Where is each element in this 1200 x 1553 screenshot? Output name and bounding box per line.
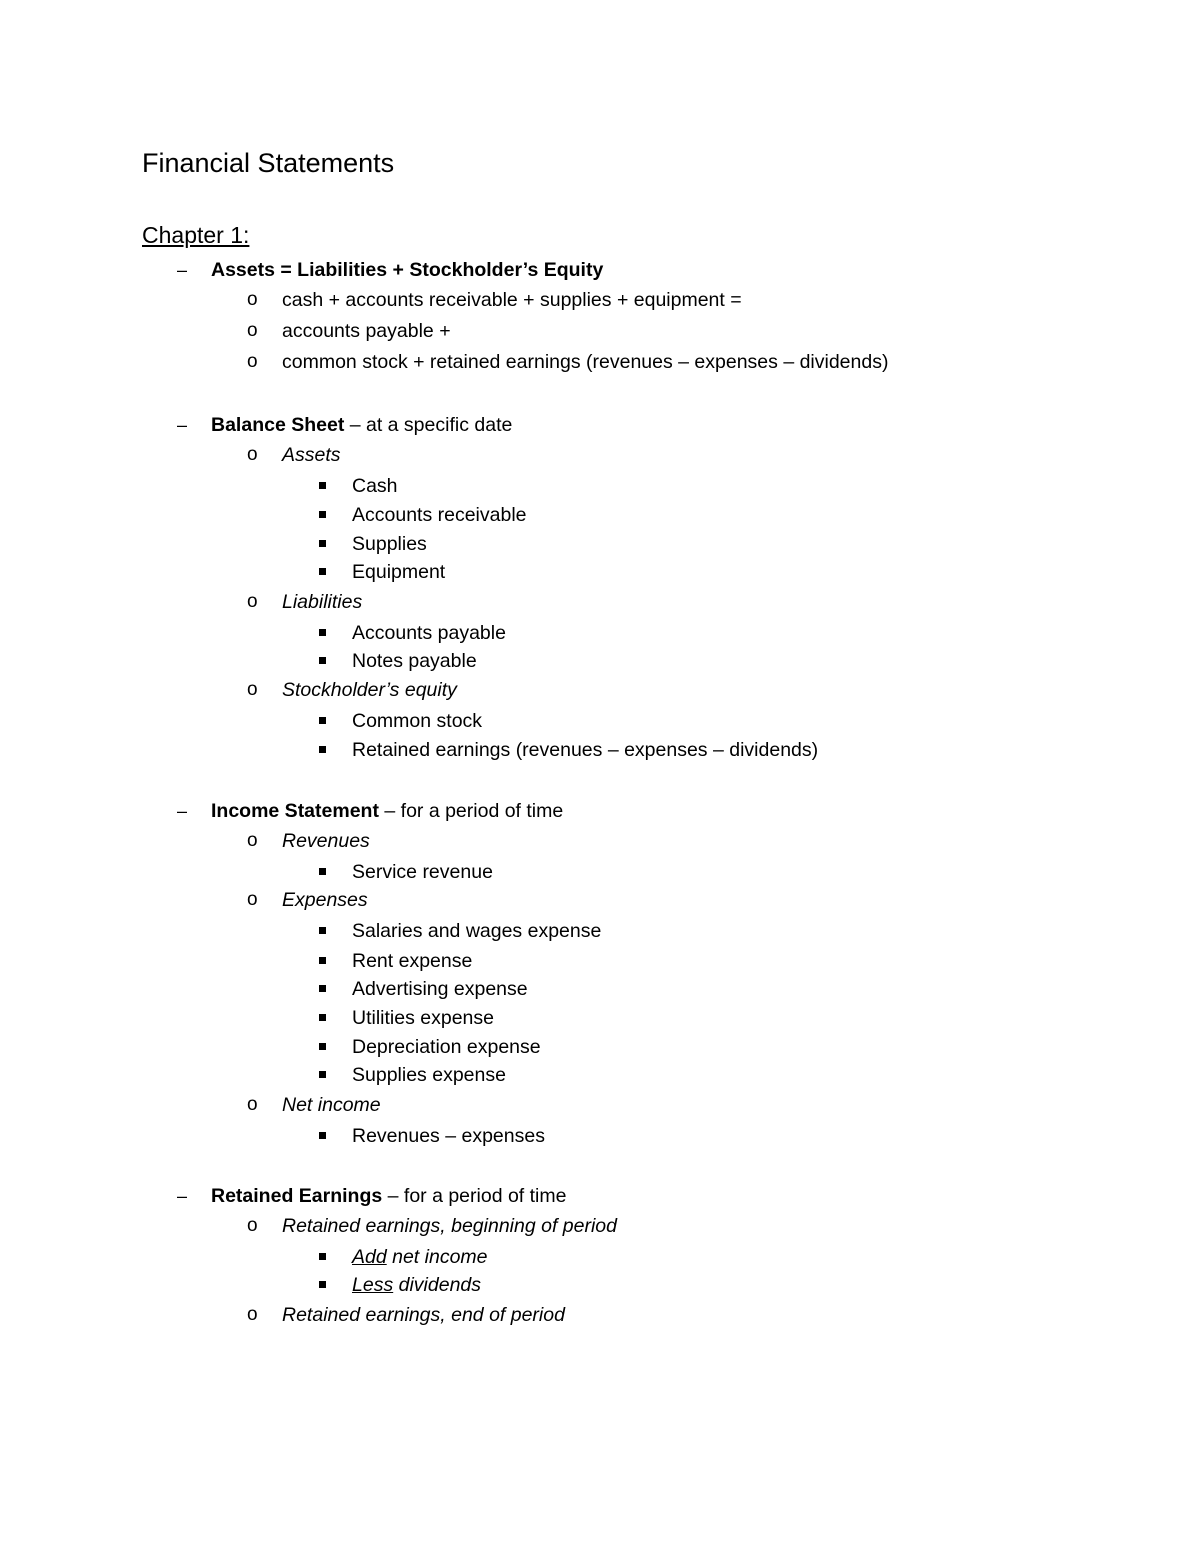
expenses-label: Expenses	[282, 889, 368, 911]
list-item	[247, 316, 451, 346]
list-item	[247, 675, 457, 705]
asset-item: Supplies	[352, 533, 427, 555]
equation-heading: Assets = Liabilities + Stockholder’s Equity	[211, 259, 604, 281]
equation-line: common stock + retained earnings (revenues – expenses – dividends)	[282, 351, 889, 373]
revenues-label: Revenues	[282, 830, 370, 852]
expense-item: Supplies expense	[352, 1064, 506, 1086]
circle-bullet-icon: o	[247, 351, 258, 372]
retained-earnings-desc: – for a period of time	[382, 1185, 567, 1207]
equation-line: cash + accounts receivable + supplies + equipment =	[282, 289, 742, 311]
circle-bullet-icon: o	[247, 1094, 258, 1115]
square-bullet-icon	[319, 1132, 326, 1139]
list-item	[247, 1090, 381, 1120]
square-bullet-icon	[319, 657, 326, 664]
asset-item: Equipment	[352, 561, 446, 583]
retained-earnings-heading: Retained Earnings	[211, 1185, 383, 1207]
list-item	[352, 1121, 545, 1151]
add-keyword: Add	[352, 1246, 387, 1268]
square-bullet-icon	[319, 1253, 326, 1260]
circle-bullet-icon: o	[247, 889, 258, 910]
income-statement-desc: – for a period of time	[378, 800, 564, 822]
revenue-item: Service revenue	[352, 861, 493, 883]
list-item	[352, 471, 398, 501]
list-item	[352, 1270, 481, 1300]
asset-item: Cash	[352, 475, 398, 497]
liabilities-label: Liabilities	[282, 591, 363, 613]
dash-bullet-icon: –	[177, 260, 188, 280]
square-bullet-icon	[319, 746, 326, 753]
balance-sheet-desc: – at a specific date	[344, 414, 513, 436]
expense-item: Salaries and wages expense	[352, 920, 602, 942]
square-bullet-icon	[319, 1281, 326, 1288]
square-bullet-icon	[319, 1043, 326, 1050]
retained-earnings-item	[177, 1181, 567, 1211]
retained-end: Retained earnings, end of period	[282, 1304, 565, 1326]
list-item	[352, 1060, 506, 1090]
square-bullet-icon	[319, 717, 326, 724]
retained-beginning: Retained earnings, beginning of period	[282, 1215, 617, 1237]
net-income-item: Revenues – expenses	[352, 1125, 545, 1147]
circle-bullet-icon: o	[247, 1304, 258, 1325]
list-item	[352, 500, 527, 530]
circle-bullet-icon: o	[247, 320, 258, 341]
square-bullet-icon	[319, 482, 326, 489]
liability-item: Notes payable	[352, 650, 477, 672]
balance-sheet-item	[177, 410, 513, 440]
net-income-label: Net income	[282, 1094, 381, 1116]
assets-label: Assets	[282, 444, 341, 466]
expense-item: Advertising expense	[352, 978, 528, 1000]
square-bullet-icon	[319, 568, 326, 575]
circle-bullet-icon: o	[247, 679, 258, 700]
list-item	[247, 440, 341, 470]
asset-item: Accounts receivable	[352, 504, 527, 526]
income-statement-item	[177, 796, 564, 826]
list-item	[352, 1032, 541, 1062]
square-bullet-icon	[319, 629, 326, 636]
square-bullet-icon	[319, 1071, 326, 1078]
square-bullet-icon	[319, 511, 326, 518]
square-bullet-icon	[319, 1014, 326, 1021]
chapter-heading: Chapter 1:	[142, 222, 250, 248]
less-rest: dividends	[393, 1274, 482, 1296]
list-item	[352, 735, 818, 765]
less-keyword: Less	[352, 1274, 394, 1296]
list-item	[247, 885, 368, 915]
list-item	[247, 1300, 565, 1330]
equity-label: Stockholder’s equity	[282, 679, 457, 701]
expense-item: Rent expense	[352, 950, 473, 972]
square-bullet-icon	[319, 927, 326, 934]
income-statement-heading: Income Statement	[211, 800, 379, 822]
list-item	[352, 974, 528, 1004]
equation-line: accounts payable +	[282, 320, 451, 342]
add-rest: net income	[386, 1246, 488, 1268]
dash-bullet-icon: –	[177, 1186, 188, 1206]
list-item	[247, 587, 363, 617]
list-item	[352, 618, 506, 648]
list-item	[247, 1211, 617, 1241]
circle-bullet-icon: o	[247, 1215, 258, 1236]
circle-bullet-icon: o	[247, 289, 258, 310]
liability-item: Accounts payable	[352, 622, 506, 644]
list-item	[352, 646, 477, 676]
balance-sheet-heading: Balance Sheet	[211, 414, 345, 436]
square-bullet-icon	[319, 868, 326, 875]
circle-bullet-icon: o	[247, 444, 258, 465]
page-title: Financial Statements	[142, 148, 395, 178]
square-bullet-icon	[319, 540, 326, 547]
list-item	[352, 706, 482, 736]
list-item	[352, 946, 472, 976]
equity-item: Common stock	[352, 710, 483, 732]
dash-bullet-icon: –	[177, 415, 188, 435]
expense-item: Depreciation expense	[352, 1036, 541, 1058]
equity-item: Retained earnings (revenues – expenses – dividends)	[352, 739, 819, 761]
equation-heading-item	[177, 255, 604, 285]
circle-bullet-icon: o	[247, 591, 258, 612]
square-bullet-icon	[319, 957, 326, 964]
list-item	[352, 857, 493, 887]
list-item	[247, 826, 370, 856]
list-item	[247, 347, 889, 377]
list-item	[352, 1003, 494, 1033]
list-item	[352, 1242, 488, 1272]
expense-item: Utilities expense	[352, 1007, 494, 1029]
dash-bullet-icon: –	[177, 801, 188, 821]
list-item	[352, 557, 445, 587]
list-item	[352, 529, 427, 559]
list-item	[352, 916, 601, 946]
square-bullet-icon	[319, 985, 326, 992]
circle-bullet-icon: o	[247, 830, 258, 851]
list-item	[247, 285, 742, 315]
